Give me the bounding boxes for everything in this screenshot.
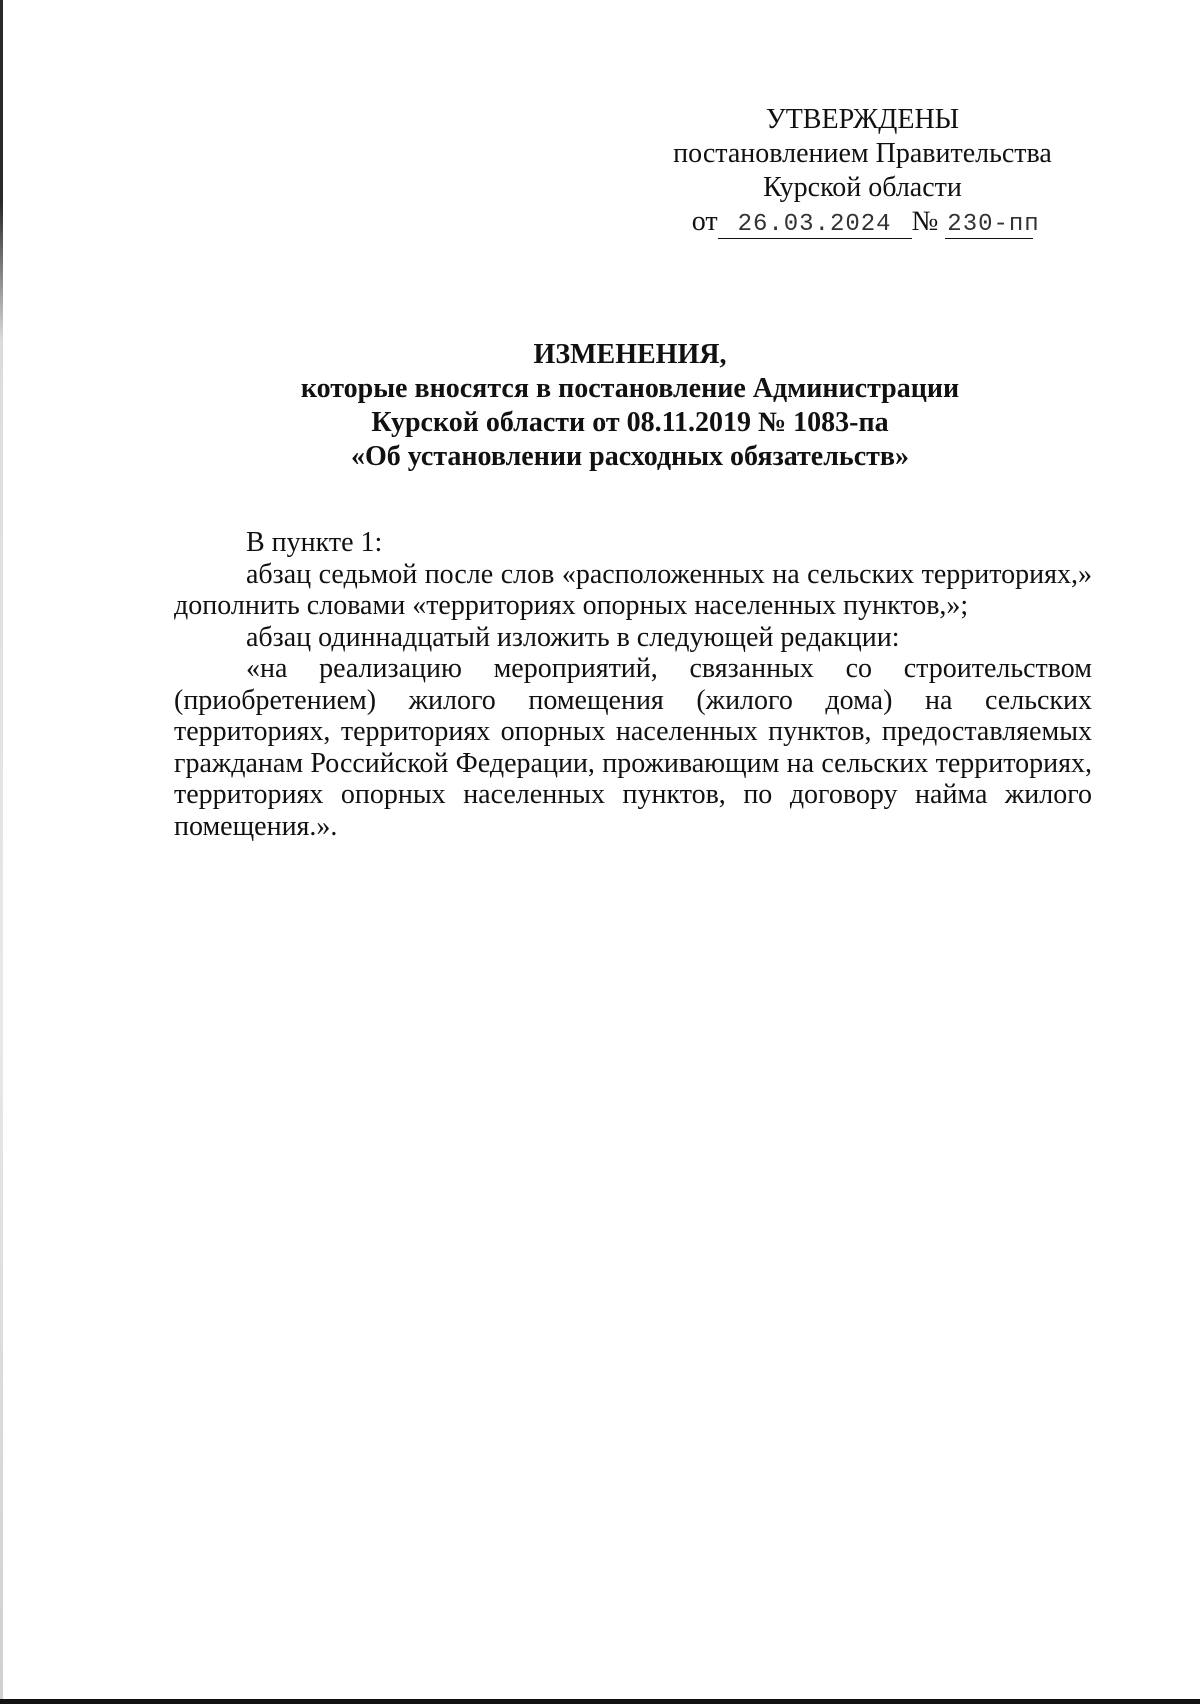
approval-date-number-line (640, 205, 1085, 239)
title-line-3: Курской области от 08.11.2019 № 1083-па (371, 407, 889, 438)
paragraph-2: абзац седьмой после слов «расположенных на сельских территориях,» дополнить словами «территориях опорных населенных пунктов,»; (174, 558, 1092, 621)
paragraph-4: «на реализацию мероприятий, связанных со строительством (приобретением) жилого помещения (жилого дома) на сельских территориях, территориях опорных населенных пунктов, предоставляемых гражданам Российской Федерации, проживающим на сельских территориях, территориях опорных населенных пунктов, по договору найма жилого помещения.». (174, 653, 1092, 842)
title-line-1: ИЗМЕНЕНИЯ, (533, 339, 727, 370)
approval-region-line: Курской области (763, 172, 962, 203)
date-value: 26.03.2024 (718, 212, 912, 239)
scan-bottom-edge (0, 1699, 1200, 1704)
document-body (174, 527, 1092, 842)
document-title (170, 338, 1090, 474)
approval-heading: УТВЕРЖДЕНЫ (765, 104, 960, 135)
date-prefix: от (691, 206, 718, 237)
scan-left-edge (0, 0, 3, 1704)
paragraph-3: абзац одиннадцатый изложить в следующей редакции: (246, 621, 900, 653)
number-value: 230-пп (947, 211, 1040, 238)
approval-issuer-line: постановлением Правительства (673, 138, 1052, 169)
title-line-2: которые вносятся в постановление Администрации (300, 373, 960, 404)
approval-stamp-block (640, 103, 1085, 239)
paragraph-1: В пункте 1: (246, 527, 383, 558)
title-line-4: «Об установлении расходных обязательств» (350, 441, 910, 472)
number-prefix: № (911, 206, 939, 237)
